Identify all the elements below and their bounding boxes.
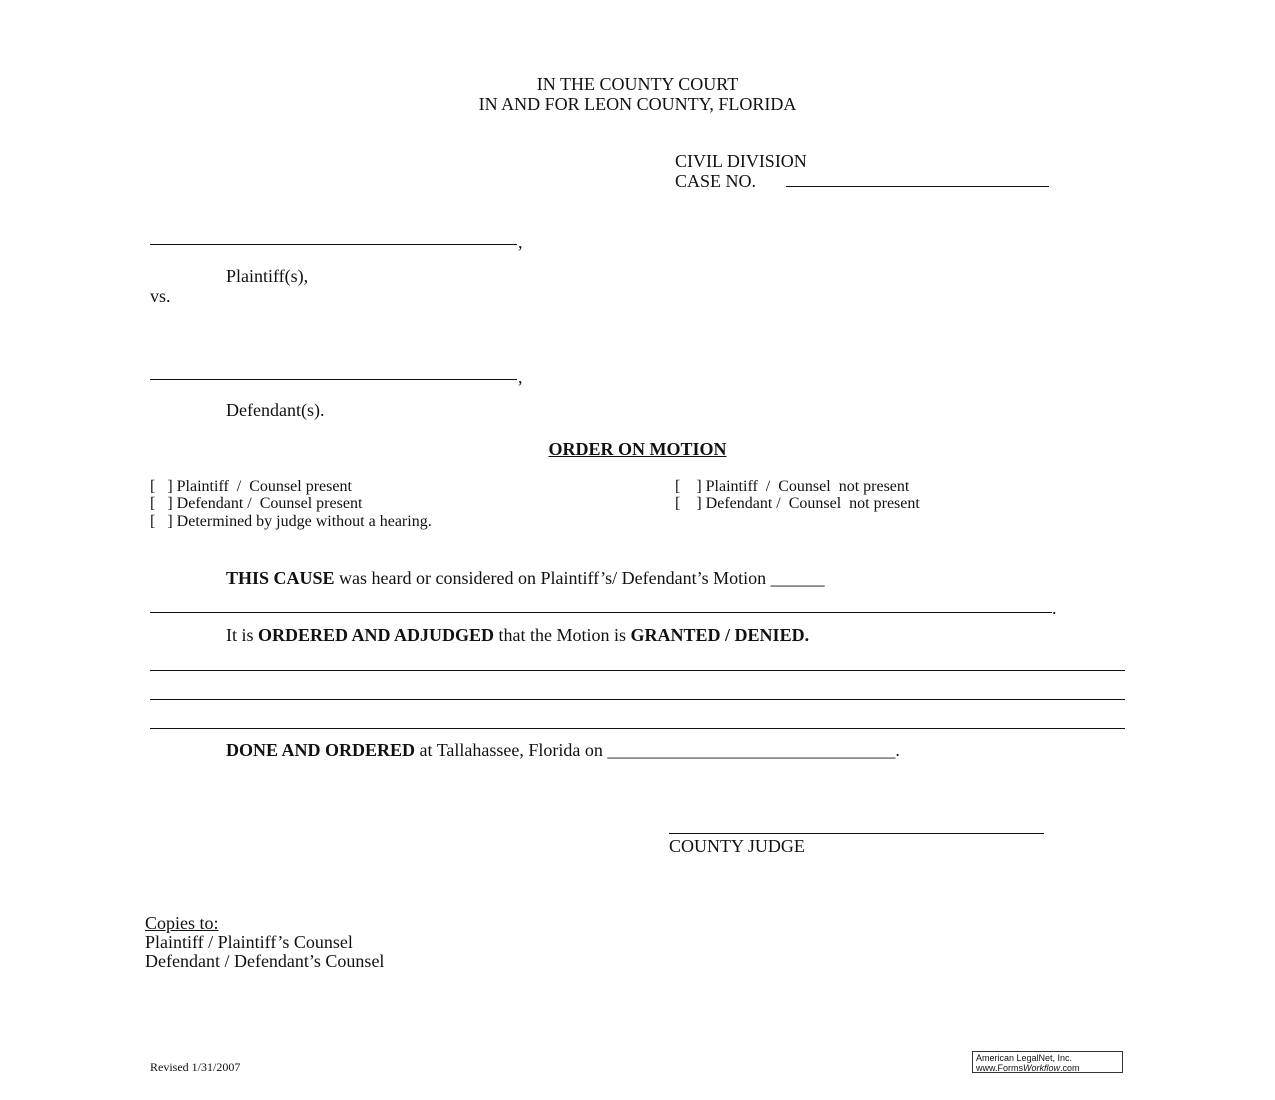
versus-label: vs. [150,286,171,306]
logo-line2-b: Workflow [1023,1063,1061,1073]
copies-item-plaintiff: Plaintiff / Plaintiff’s Counsel [145,932,353,952]
defendant-comma: , [518,367,523,387]
court-name-line1: IN THE COUNTY COURT [536,74,739,94]
copies-item-defendant: Defendant / Defendant’s Counsel [145,951,385,971]
motion-description-field[interactable] [150,612,1052,613]
defendant-label: Defendant(s). [226,400,325,420]
case-number-field[interactable] [786,186,1049,187]
checkbox-plaintiff-present[interactable]: [ ] Plaintiff / Counsel present [150,478,352,495]
plaintiff-comma: , [518,232,523,252]
civil-division-label: CIVIL DIVISION [675,151,807,171]
county-judge-label: COUNTY JUDGE [669,836,805,856]
ordered-bold: ORDERED AND ADJUDGED [258,625,495,645]
logo-line1: American LegalNet, Inc. [976,1053,1073,1063]
checkbox-defendant-present[interactable]: [ ] Defendant / Counsel present [150,495,363,512]
order-text-line-3[interactable] [150,728,1125,729]
ordered-paragraph [226,625,809,645]
logo-line2-c: .com [1060,1063,1080,1073]
court-name-line2: IN AND FOR LEON COUNTY, FLORIDA [478,94,797,114]
done-ordered-text: at Tallahassee, Florida on ________________________________. [415,740,900,760]
copies-heading: Copies to: [145,913,219,933]
this-cause-bold: THIS CAUSE [226,568,335,588]
plaintiff-name-field[interactable] [150,244,517,245]
order-text-line-2[interactable] [150,699,1125,700]
logo-line2-a: www.Forms [976,1063,1023,1073]
this-cause-paragraph [226,568,825,588]
done-ordered-paragraph [226,740,900,760]
defendant-name-field[interactable] [150,379,517,380]
ordered-mid: that the Motion is [494,625,631,645]
ordered-prefix: It is [226,625,259,645]
revised-date: Revised 1/31/2007 [150,1060,241,1074]
this-cause-text: was heard or considered on Plaintiff’s/ Defendant’s Motion ______ [334,568,825,588]
judge-signature-line[interactable] [669,833,1044,834]
checkbox-no-hearing[interactable]: [ ] Determined by judge without a hearing. [150,513,432,530]
case-number-label: CASE NO. [675,171,757,191]
document-title: ORDER ON MOTION [548,439,727,459]
motion-description-period: . [1052,598,1057,618]
plaintiff-label: Plaintiff(s), [226,266,309,286]
checkbox-plaintiff-not-present[interactable]: [ ] Plaintiff / Counsel not present [675,478,910,495]
american-legalnet-logo [972,1051,1123,1073]
logo-line2 [976,1063,1122,1073]
order-text-line-1[interactable] [150,670,1125,671]
done-ordered-bold: DONE AND ORDERED [226,740,416,760]
checkbox-defendant-not-present[interactable]: [ ] Defendant / Counsel not present [675,495,920,512]
granted-denied: GRANTED / DENIED. [630,625,810,645]
